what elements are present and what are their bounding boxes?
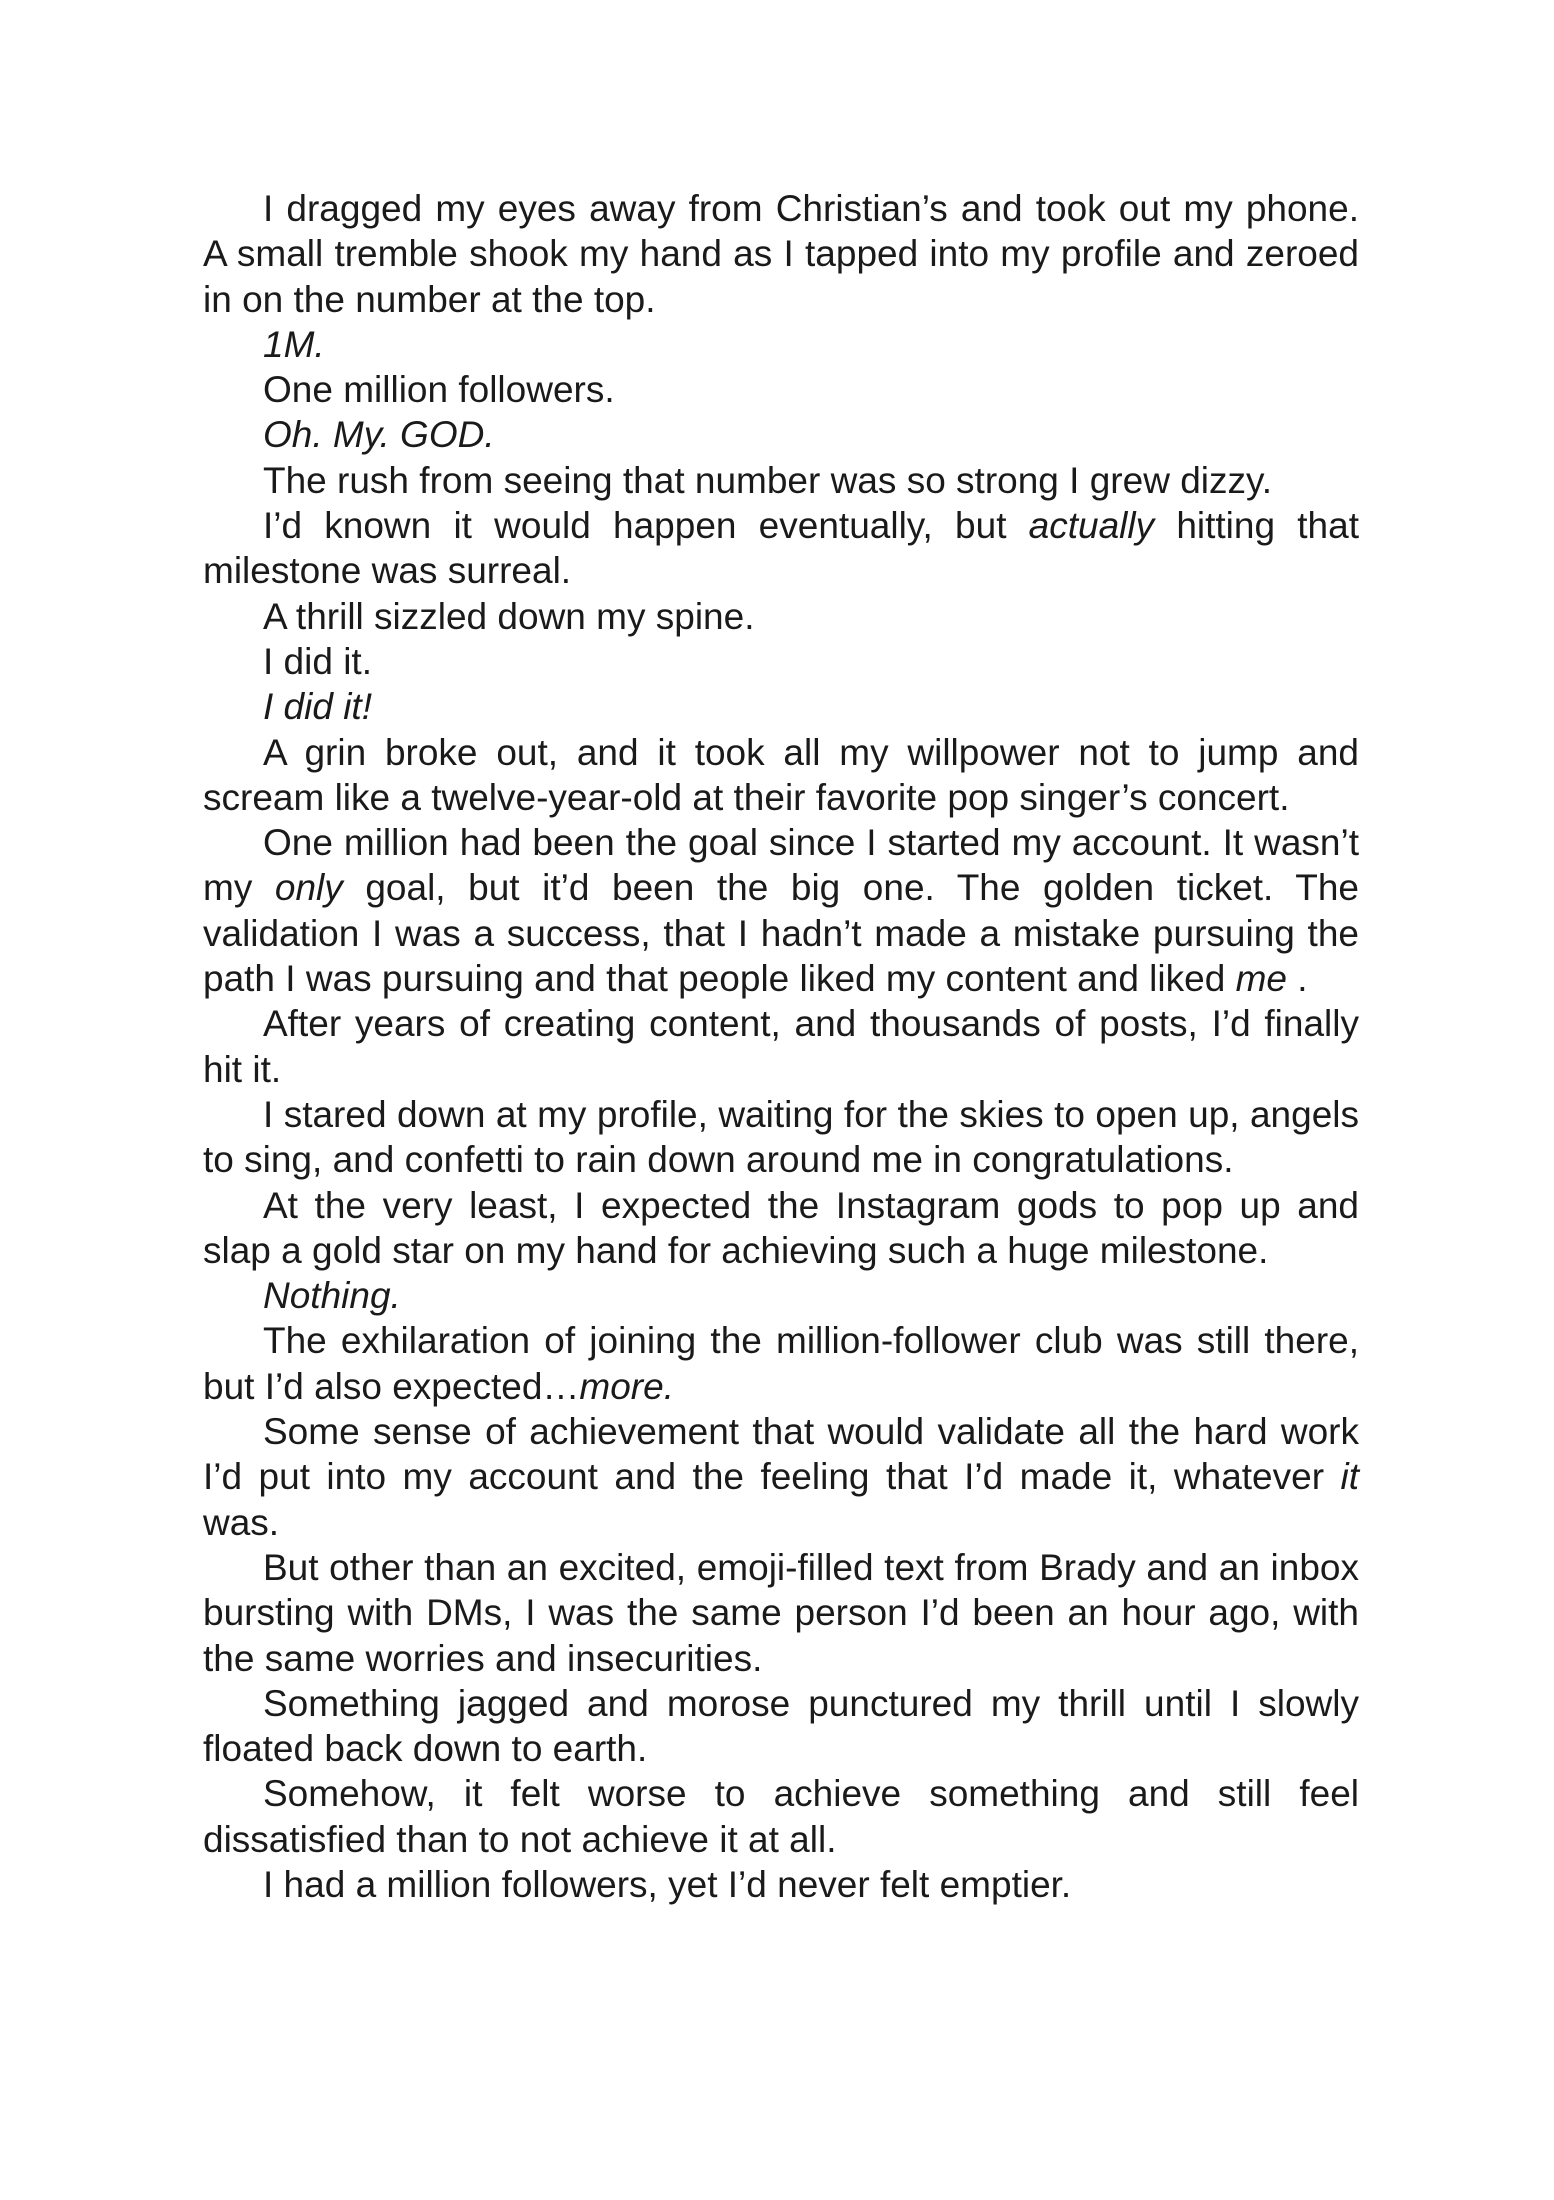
paragraph xyxy=(203,1001,1359,1092)
paragraph xyxy=(203,594,1359,639)
text-run: But other than an excited, emoji-filled text from Brady and an inbox bursting with DMs, I was the same person I’d been an hour ago, with the same worries and insecurities. xyxy=(203,1546,1359,1679)
italic-text: more. xyxy=(579,1365,674,1407)
text-run: Something jagged and morose punctured my thrill until I slowly floated back down to earth. xyxy=(203,1682,1359,1770)
paragraph xyxy=(203,1862,1359,1907)
text-run: I had a million followers, yet I’d never felt emptier. xyxy=(263,1863,1072,1905)
italic-text: actually xyxy=(1028,505,1155,547)
italic-text: Nothing. xyxy=(263,1275,401,1317)
text-run: A grin broke out, and it took all my willpower not to jump and scream like a twelve-year-old at their favorite pop singer’s concert. xyxy=(203,731,1359,818)
paragraph xyxy=(203,1409,1359,1545)
italic-text: 1M. xyxy=(263,323,325,365)
text-run: I did it. xyxy=(263,640,372,682)
text-run: One million had been the goal since I started my account. It wasn’t my xyxy=(203,822,1359,909)
italic-text: me xyxy=(1235,958,1287,1000)
text-run: The exhilaration of joining the million-follower club was still there, but I’d also expected… xyxy=(203,1320,1359,1407)
text-run: A thrill sizzled down my spine. xyxy=(263,595,755,637)
italic-text: it xyxy=(1340,1456,1359,1498)
paragraph xyxy=(203,1681,1359,1772)
paragraph xyxy=(203,1092,1359,1183)
paragraph xyxy=(203,639,1359,684)
paragraph xyxy=(203,1771,1359,1862)
book-page xyxy=(203,186,1359,1907)
text-run: I stared down at my profile, waiting for the skies to open up, angels to sing, and confetti to rain down around me in congratulations. xyxy=(203,1093,1359,1181)
paragraph xyxy=(203,684,1359,729)
text-run: goal, but it’d been the big one. The golden ticket. The validation I was a success, that I hadn’t made a mistake pursuing the path I was pursuing and that people liked my content and liked xyxy=(203,867,1359,1000)
text-run: was. xyxy=(203,1501,280,1543)
paragraph xyxy=(203,1318,1359,1409)
paragraph xyxy=(203,186,1359,322)
text-run: I dragged my eyes away from Christian’s and took out my phone. A small tremble shook my hand as I tapped into my profile and zeroed in on the number at the top. xyxy=(203,188,1359,320)
paragraph xyxy=(203,1545,1359,1681)
text-run: One million followers. xyxy=(263,369,615,411)
italic-text: Oh. My. GOD. xyxy=(263,414,495,456)
text-run: hitting that milestone was surreal. xyxy=(203,505,1359,592)
text-run: After years of creating content, and thousands of posts, I’d finally hit it. xyxy=(203,1003,1359,1090)
paragraph xyxy=(203,412,1359,457)
italic-text: only xyxy=(274,867,343,909)
paragraph xyxy=(203,458,1359,503)
text-run: Somehow, it felt worse to achieve something and still feel dissatisfied than to not achieve it at all. xyxy=(203,1773,1359,1860)
paragraph xyxy=(203,1273,1359,1318)
paragraph xyxy=(203,730,1359,821)
text-run: Some sense of achievement that would validate all the hard work I’d put into my account and the feeling that I’d made it, whatever xyxy=(203,1411,1359,1498)
paragraph xyxy=(203,503,1359,594)
italic-text: I did it! xyxy=(263,686,372,728)
paragraph xyxy=(203,820,1359,1001)
text-run: I’d known it would happen eventually, but xyxy=(263,505,1029,547)
text-run: At the very least, I expected the Instagram gods to pop up and slap a gold star on my hand for achieving such a huge milestone. xyxy=(203,1184,1359,1271)
text-run: The rush from seeing that number was so strong I grew dizzy. xyxy=(263,459,1273,501)
text-run: . xyxy=(1286,958,1308,1000)
paragraph xyxy=(203,1183,1359,1274)
paragraph xyxy=(203,322,1359,367)
paragraph xyxy=(203,367,1359,412)
